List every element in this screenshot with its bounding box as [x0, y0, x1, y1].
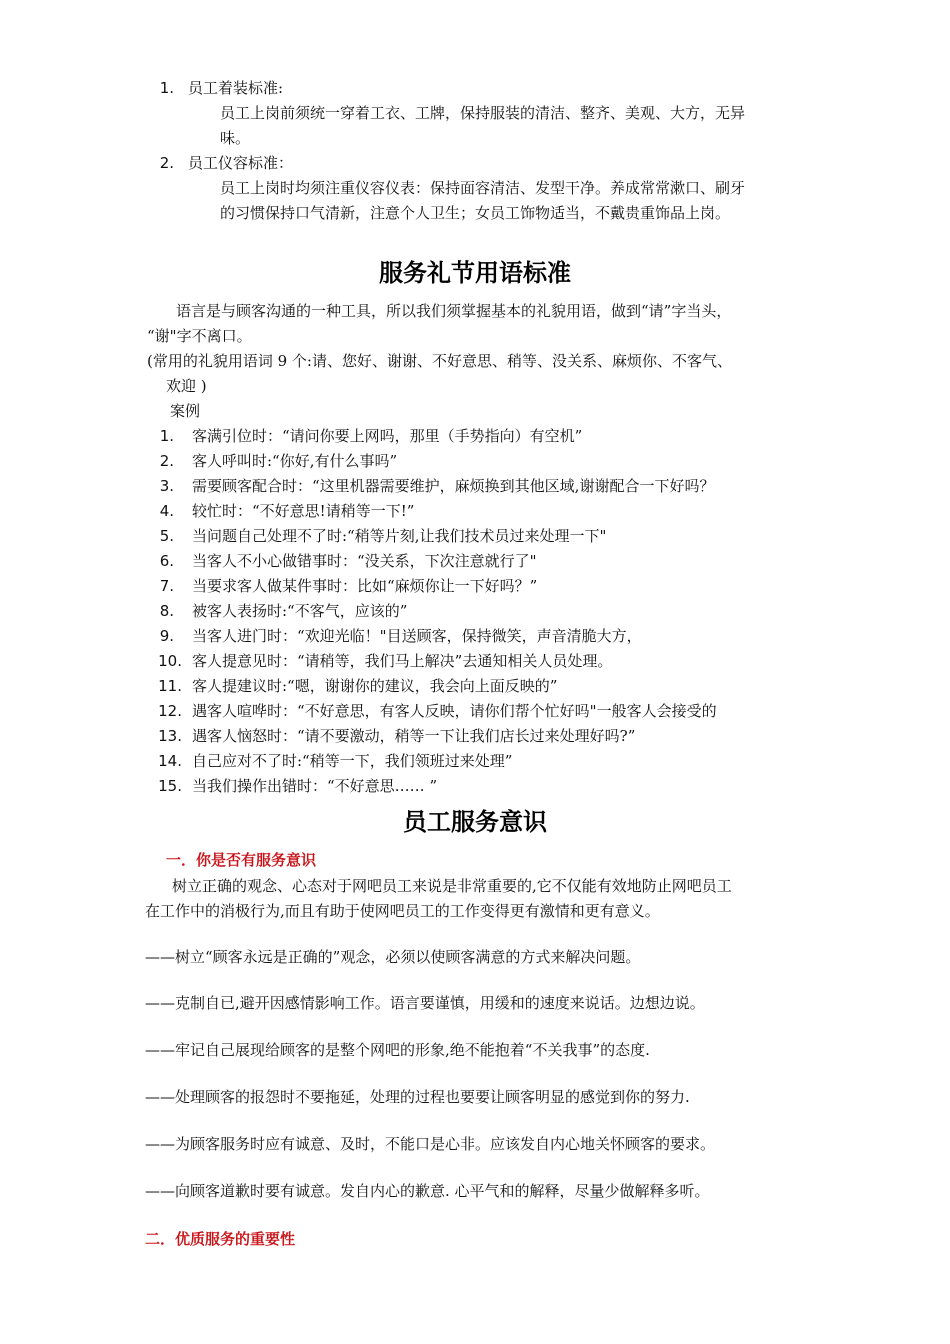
- case-text: 客人提意见时：“请稍等，我们马上解决”去通知相关人员处理。: [192, 652, 613, 670]
- case-text: 当客人不小心做错事时：“没关系，下次注意就行了": [192, 552, 537, 570]
- case-label: 案例: [170, 402, 201, 420]
- case-number: 3.: [159, 477, 174, 495]
- standard-1-body-line2: 味。: [220, 129, 251, 147]
- case-number: 7.: [159, 577, 174, 595]
- subheading-service-awareness: 一．你是否有服务意识: [166, 851, 317, 869]
- awareness-para-line1: 树立正确的观念、心态对于网吧员工来说是非常重要的,它不仅能有效地防止网吧员工: [172, 877, 732, 895]
- case-number: 8.: [159, 602, 174, 620]
- awareness-point: ——克制自已,避开因感情影响工作。语言要谨慎，用缓和的速度来说话。边想边说。: [145, 994, 705, 1012]
- case-number: 14.: [158, 752, 182, 770]
- standard-1-title: 员工着装标准:: [188, 79, 284, 97]
- case-number: 15.: [158, 777, 182, 795]
- case-text: 较忙时：“不好意思!请稍等一下!”: [192, 502, 415, 520]
- case-text: 当要求客人做某件事时：比如“麻烦你让一下好吗？”: [192, 577, 538, 595]
- case-number: 10.: [158, 652, 182, 670]
- case-number: 4.: [159, 502, 174, 520]
- case-number: 5.: [159, 527, 174, 545]
- case-number: 1.: [159, 427, 174, 445]
- case-text: 当客人进门时：“欢迎光临！"目送顾客，保持微笑，声音清脆大方，: [192, 627, 642, 645]
- case-text: 自己应对不了时:“稍等一下，我们领班过来处理”: [192, 752, 513, 770]
- section-title-courtesy: 服务礼节用语标准: [379, 259, 571, 287]
- awareness-point: ——为顾客服务时应有诚意、及时，不能口是心非。应该发自内心地关怀顾客的要求。: [145, 1135, 716, 1153]
- case-number: 2.: [159, 452, 174, 470]
- intro-line1: 语言是与顾客沟通的一种工具，所以我们须掌握基本的礼貌用语，做到“请”字当头，: [176, 302, 732, 320]
- case-text: 当问题自己处理不了时:“稍等片刻,让我们技术员过来处理一下": [192, 527, 607, 545]
- case-text: 客满引位时：“请问你要上网吗，那里（手势指向）有空机”: [192, 427, 583, 445]
- case-text: 客人呼叫时:“你好,有什么事吗”: [192, 452, 398, 470]
- case-number: 12.: [158, 702, 182, 720]
- awareness-point: ——牢记自己展现给顾客的是整个网吧的形象,绝不能抱着“不关我事”的态度.: [145, 1041, 650, 1059]
- section-title-service-awareness: 员工服务意识: [403, 808, 547, 836]
- standard-2-title: 员工仪容标准：: [188, 154, 294, 172]
- common-words-line2: 欢迎 ): [166, 377, 207, 395]
- case-number: 13.: [158, 727, 182, 745]
- case-number: 11.: [158, 677, 182, 695]
- case-text: 客人提建议时:“嗯，谢谢你的建议，我会向上面反映的”: [192, 677, 558, 695]
- awareness-para-line2: 在工作中的消极行为,而且有助于使网吧员工的工作变得更有激情和更有意义。: [145, 902, 660, 920]
- case-text: 需要顾客配合时：“这里机器需要维护，麻烦换到其他区域,谢谢配合一下好吗？: [192, 477, 715, 495]
- standard-2-body-line1: 员工上岗时均须注重仪容仪表：保持面容清洁、发型干净。养成常常漱口、刷牙: [220, 179, 746, 197]
- standard-2-body-line2: 的习惯保持口气清新，注意个人卫生；女员工饰物适当，不戴贵重饰品上岗。: [220, 204, 731, 222]
- awareness-point: ——处理顾客的报怨时不要拖延，处理的过程也要要让顾客明显的感觉到你的努力.: [145, 1088, 690, 1106]
- awareness-point: ——向顾客道歉时要有诚意。发自内心的歉意. 心平气和的解释，尽量少做解释多听。: [145, 1182, 710, 1200]
- case-text: 遇客人喧哗时：“不好意思，有客人反映，请你们帮个忙好吗"一般客人会接受的: [192, 702, 717, 720]
- case-text: 被客人表扬时:“不客气，应该的”: [192, 602, 408, 620]
- standard-2-number: 2.: [159, 154, 174, 172]
- awareness-point: ——树立“顾客永远是正确的”观念，必须以使顾客满意的方式来解决问题。: [145, 948, 641, 966]
- intro-line2: “谢"字不离口。: [147, 327, 252, 345]
- standard-1-number: 1.: [159, 79, 174, 97]
- common-words-line1: (常用的礼貌用语词 9 个:请、您好、谢谢、不好意思、稍等、没关系、麻烦你、不客气、: [147, 352, 732, 370]
- case-number: 9.: [159, 627, 174, 645]
- case-number: 6.: [159, 552, 174, 570]
- case-text: 遇客人恼怒时：“请不要激动，稍等一下让我们店长过来处理好吗?”: [192, 727, 636, 745]
- subheading-quality-service: 二．优质服务的重要性: [145, 1230, 296, 1248]
- case-text: 当我们操作出错时：“不好意思…… ”: [192, 777, 438, 795]
- standard-1-body-line1: 员工上岗前须统一穿着工衣、工牌，保持服装的清洁、整齐、美观、大方，无异: [220, 104, 746, 122]
